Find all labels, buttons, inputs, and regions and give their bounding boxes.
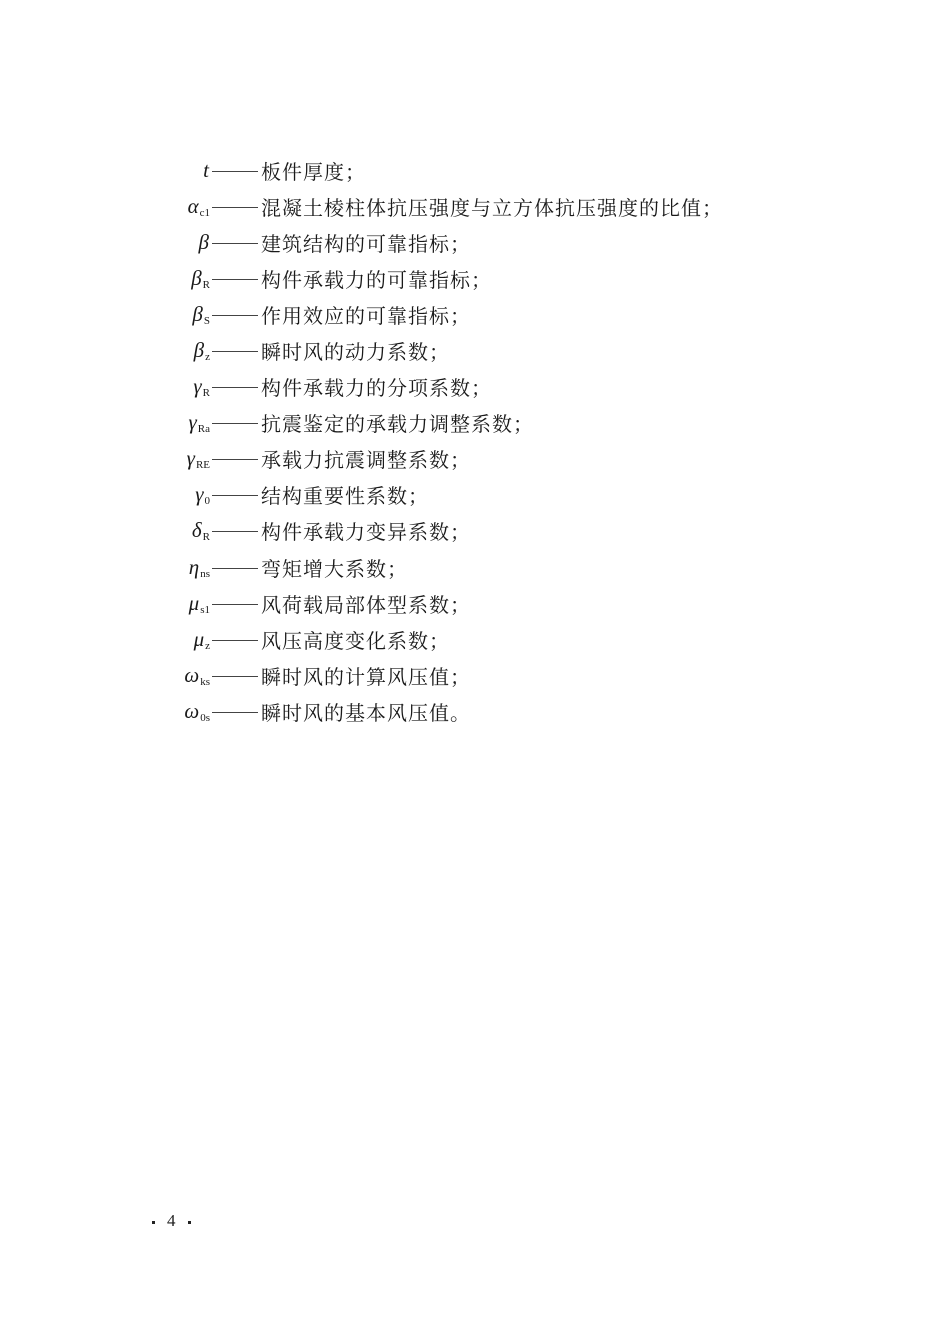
symbol-description: 作用效应的可靠指标； — [261, 303, 471, 328]
symbol — [150, 627, 210, 652]
symbol-letter: β — [193, 338, 205, 363]
symbol-row — [150, 188, 723, 224]
dash-separator — [212, 495, 258, 496]
symbol-letter: μ — [188, 590, 200, 615]
symbol — [150, 374, 210, 399]
symbol-description: 承载力抗震调整系数； — [261, 448, 471, 473]
symbol-description: 风压高度变化系数； — [261, 628, 450, 653]
symbol-letter: ω — [184, 698, 200, 723]
symbol-description: 构件承载力的分项系数； — [261, 376, 492, 401]
symbol-letter: μ — [193, 626, 205, 651]
symbol — [150, 266, 210, 291]
symbol-subscript: RE — [195, 459, 210, 472]
symbol-letter: β — [191, 265, 202, 290]
symbol — [150, 555, 210, 580]
symbol — [150, 518, 210, 543]
symbol-description: 瞬时风的动力系数； — [261, 340, 450, 365]
symbol — [150, 158, 210, 183]
symbol-letter: γ — [188, 410, 197, 435]
dash-separator — [212, 351, 258, 352]
symbol-subscript: R — [202, 278, 210, 291]
dash-separator — [212, 712, 258, 713]
symbol-description: 构件承载力的可靠指标； — [261, 267, 492, 292]
symbol-subscript: c1 — [199, 206, 210, 219]
symbol-description: 抗震鉴定的承载力调整系数； — [261, 412, 534, 437]
symbol-row — [150, 152, 723, 188]
page-number-left-dot — [152, 1221, 155, 1224]
symbol — [150, 194, 210, 219]
symbol-row — [150, 332, 723, 368]
dash-separator — [212, 387, 258, 388]
symbol-letter: β — [192, 301, 203, 326]
dash-separator — [212, 640, 258, 641]
page-number-value: 4 — [167, 1211, 176, 1230]
symbol-row — [150, 477, 723, 513]
symbol-letter: γ — [193, 374, 202, 399]
symbol-letter: η — [188, 554, 200, 579]
symbol-row — [150, 549, 723, 585]
symbol — [150, 446, 210, 471]
symbol-row — [150, 441, 723, 477]
symbol-letter: α — [187, 193, 199, 218]
symbol-letter: γ — [195, 482, 204, 507]
dash-separator — [212, 604, 258, 605]
symbol-row — [150, 513, 723, 549]
symbol-letter: δ — [191, 518, 202, 543]
page-number — [140, 1211, 203, 1231]
symbol — [150, 482, 210, 507]
symbol-row — [150, 224, 723, 260]
symbol-row — [150, 657, 723, 693]
symbol-letter: ω — [184, 662, 200, 687]
dash-separator — [212, 207, 258, 208]
symbol-description: 构件承载力变异系数； — [261, 520, 471, 545]
symbol-row — [150, 621, 723, 657]
symbol-letter: β — [198, 229, 209, 254]
page-number-right-dot — [188, 1221, 191, 1224]
symbol-description: 瞬时风的基本风压值。 — [261, 700, 471, 725]
symbol-description: 结构重要性系数； — [261, 484, 429, 509]
dash-separator — [212, 315, 258, 316]
symbol — [150, 663, 210, 688]
symbol — [150, 410, 210, 435]
symbol — [150, 302, 210, 327]
dash-separator — [212, 568, 258, 569]
symbol — [150, 338, 210, 363]
symbol-subscript: z — [205, 639, 210, 652]
dash-separator — [212, 423, 258, 424]
symbol-description: 建筑结构的可靠指标； — [261, 231, 471, 256]
symbol-row — [150, 369, 723, 405]
symbol-subscript: Ra — [197, 423, 210, 436]
symbol-letter: γ — [186, 446, 195, 471]
symbol — [150, 699, 210, 724]
dash-separator — [212, 459, 258, 460]
symbol-row — [150, 693, 723, 729]
symbol — [150, 230, 210, 255]
dash-separator — [212, 279, 258, 280]
symbol-subscript: 0 — [204, 495, 210, 508]
symbol-description: 风荷载局部体型系数； — [261, 592, 471, 617]
symbol-row — [150, 260, 723, 296]
dash-separator — [212, 676, 258, 677]
symbol-letter: t — [203, 157, 209, 182]
symbol-subscript: ns — [200, 567, 210, 580]
dash-separator — [212, 171, 258, 172]
symbol-subscript: 0s — [200, 711, 210, 724]
symbol-definition-list — [150, 152, 723, 730]
symbol-row — [150, 296, 723, 332]
symbol-description: 瞬时风的计算风压值； — [261, 664, 471, 689]
symbol-description: 混凝土棱柱体抗压强度与立方体抗压强度的比值； — [261, 195, 723, 220]
symbol-subscript: R — [202, 531, 210, 544]
symbol-subscript: S — [203, 314, 210, 327]
symbol-description: 弯矩增大系数； — [261, 556, 408, 581]
symbol — [150, 591, 210, 616]
dash-separator — [212, 531, 258, 532]
symbol-subscript: ks — [200, 675, 210, 688]
symbol-description: 板件厚度； — [261, 159, 366, 184]
symbol-row — [150, 405, 723, 441]
symbol-row — [150, 585, 723, 621]
symbol-subscript: z — [205, 351, 210, 364]
symbol-subscript: s1 — [200, 603, 210, 616]
symbol-subscript: R — [202, 387, 210, 400]
dash-separator — [212, 243, 258, 244]
